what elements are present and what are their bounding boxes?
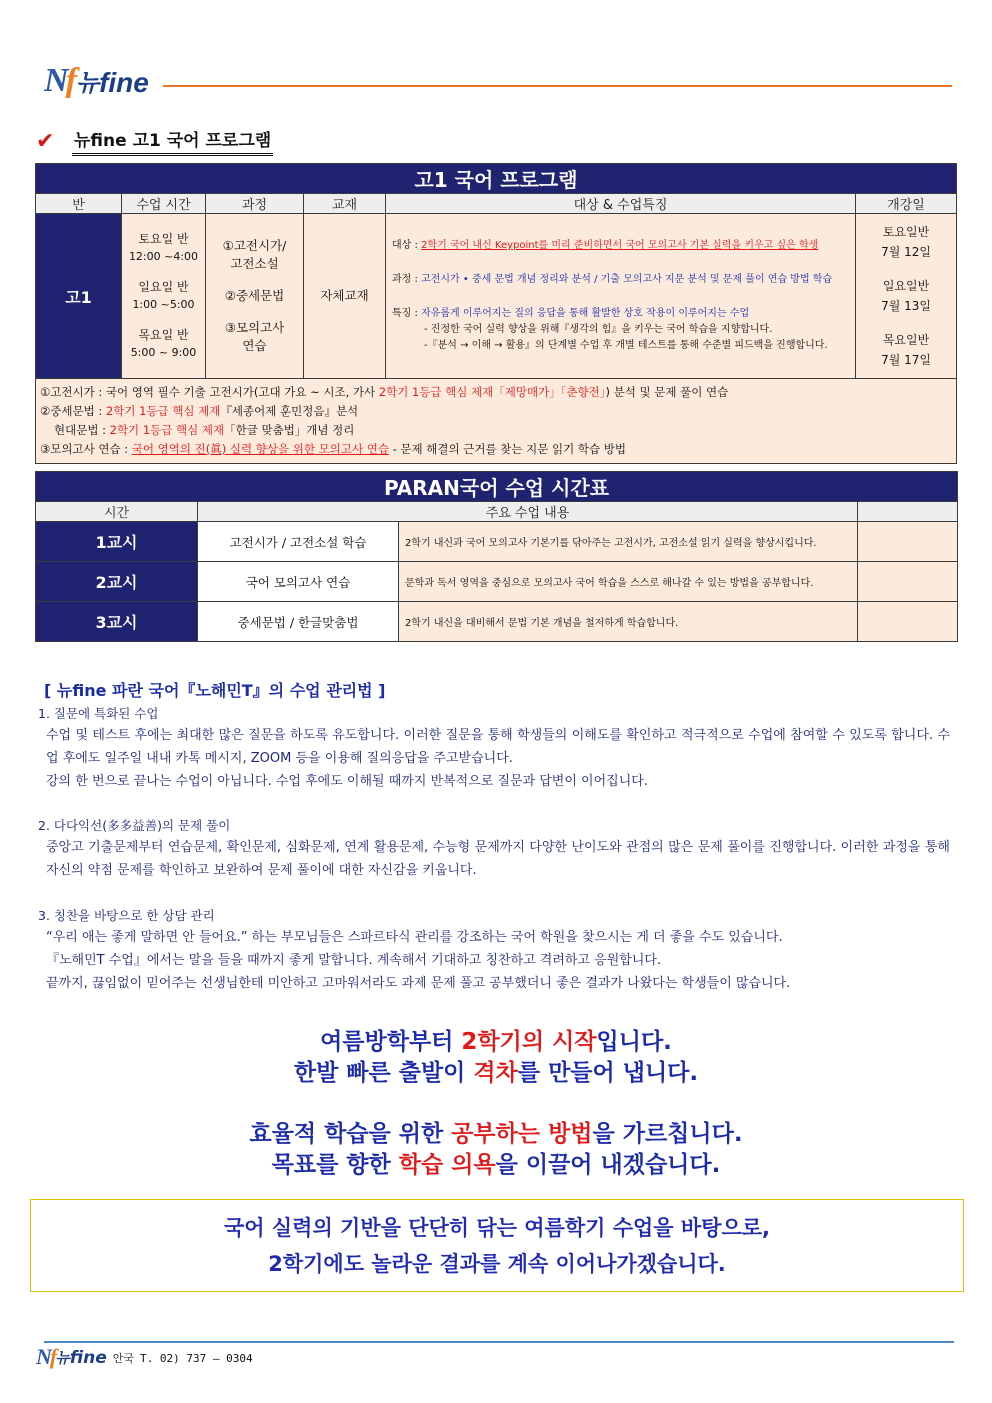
header-rule xyxy=(163,85,952,87)
logo-name-en: fine xyxy=(99,67,149,98)
period: 3교시 xyxy=(36,602,198,642)
program-header: 과정 xyxy=(206,194,304,214)
note-text: ②중세문법 : xyxy=(40,404,106,418)
note-text: 현대문법 : xyxy=(54,423,110,437)
management-item-3 xyxy=(38,906,950,995)
description: 2학기 내신과 국어 모의고사 기본기를 닦아주는 고전시가, 고전소설 읽기 실력을 향상시킵니다. xyxy=(399,522,858,562)
start-day: 목요일반 xyxy=(882,333,930,347)
item-heading: 3. 칭찬을 바탕으로 한 상담 관리 xyxy=(38,908,215,923)
note-line xyxy=(40,440,952,459)
slogan-highlight: 학습 의욕 xyxy=(398,1152,496,1178)
feature-sub: -『분석 → 이해 → 활용』의 단계별 수업 후 개별 테스트를 통해 수준별 피드백을 진행합니다. xyxy=(424,340,828,351)
management-item-1 xyxy=(38,704,950,793)
feature-label: 특징 : xyxy=(392,308,422,319)
closing-line: 2학기에도 놀라운 결과를 계속 이어나가겠습니다. xyxy=(268,1252,726,1276)
note-text: ③모의고사 연습 : xyxy=(40,442,132,456)
program-banner: 고1 국어 프로그램 xyxy=(36,164,957,194)
feature-sub: - 진정한 국어 실력 향상을 위해『생각의 힘』을 키우는 국어 학습을 지향합니다. xyxy=(424,324,773,335)
table-row xyxy=(36,522,958,562)
management-item-2 xyxy=(38,816,950,882)
checkmark-icon: ✔ xyxy=(36,128,55,154)
slogan-highlight: 격차 xyxy=(473,1060,518,1086)
schedule-banner: PARAN국어 수업 시간표 xyxy=(36,472,958,502)
logo-name-kr: 뉴 xyxy=(75,69,100,97)
note-highlight: 2학기 1등급 핵심 제재 xyxy=(109,423,225,437)
program-header: 개강일 xyxy=(856,194,957,214)
footer-logo-mark: Nf xyxy=(36,1344,56,1369)
item-paragraph: 강의 한 번으로 끝나는 수업이 아닙니다. 수업 후에도 이해될 때까지 반복적으로 질문과 답변이 이어집니다. xyxy=(46,774,648,789)
note-highlight: 2학기 1등급 핵심 제재 xyxy=(105,404,221,418)
description: 2학기 내신을 대비해서 문법 기본 개념을 철저하게 학습합니다. xyxy=(399,602,858,642)
item-paragraph: 『노해민T 수업』에서는 말을 들을 때까지 좋게 말합니다. 계속해서 기대하고 칭찬하고 격려하고 응원합니다. xyxy=(46,953,662,968)
closing-box xyxy=(30,1199,964,1292)
schedule-header: 주요 수업 내용 xyxy=(198,502,858,522)
schedule-header xyxy=(858,502,958,522)
time-day: 목요일 반 xyxy=(138,328,189,342)
period: 1교시 xyxy=(36,522,198,562)
item-paragraph: “우리 애는 좋게 말하면 안 들어요.” 하는 부모님들은 스파르타식 관리를 강조하는 국어 학원을 찾으시는 게 더 좋을 수도 있습니다. xyxy=(46,930,783,945)
time-range: 12:00 ~4:00 xyxy=(128,250,199,263)
start-date: 7월 12일 xyxy=(881,245,931,259)
note-highlight: 국어 영역의 진(眞) 실력 향상을 위한 모의고사 연습 xyxy=(131,442,389,456)
slogan-text: 를 만들어 냅니다. xyxy=(517,1060,699,1086)
time-day: 일요일 반 xyxy=(138,280,189,294)
note-text: 「한글 맞춤법」개념 정리 xyxy=(224,423,355,437)
note-text: - 문제 해결의 근거를 찾는 지문 읽기 학습 방법 xyxy=(388,442,626,456)
note-text: ①고전시가 : 국어 영역 필수 기출 고전시가(고대 가요 ~ 시조, 가사 xyxy=(40,385,379,399)
course-item: ③모의고사 연습 xyxy=(224,320,285,353)
class-times xyxy=(122,214,206,379)
footer-logo-en: fine xyxy=(69,1348,107,1368)
slogan-text: 을 가르칩니다. xyxy=(592,1121,743,1147)
logo-mark: Nf xyxy=(44,62,74,99)
program-header: 반 xyxy=(36,194,122,214)
period: 2교시 xyxy=(36,562,198,602)
item-paragraph: 수업 및 테스트 후에는 최대한 많은 질문을 하도록 유도합니다. 이러한 질문을 통해 학생들의 이해도를 확인하고 적극적으로 수업에 참여할 수 있도록 합니다. 수업 후에도 일주일 내내 카톡 메시지, ZOOM 등을 이용해 질의응답을 주고받습니다. xyxy=(46,728,950,766)
item-heading: 2. 다다익선(多多益善)의 문제 풀이 xyxy=(38,818,231,833)
start-day: 일요일반 xyxy=(882,279,930,293)
subject: 고전시가 / 고전소설 학습 xyxy=(198,522,399,562)
course-text: 고전시가 • 중세 문법 개념 정리와 분석 / 기출 모의고사 지문 분석 및 문제 풀이 연습 방법 학습 xyxy=(421,274,833,285)
program-notes xyxy=(36,379,957,464)
item-heading: 1. 질문에 특화된 수업 xyxy=(38,706,159,721)
item-paragraph: 끝까지, 끊임없이 믿어주는 선생님한테 미안하고 고마워서라도 과제 문제 풀고 공부했더니 좋은 결과가 나왔다는 학생들이 많습니다. xyxy=(46,976,791,991)
note-line xyxy=(40,421,952,440)
slogan-text: 효율적 학습을 위한 xyxy=(249,1121,452,1147)
empty-cell xyxy=(858,522,958,562)
note-line xyxy=(40,383,952,402)
program-header: 대상 & 수업특징 xyxy=(386,194,856,214)
note-highlight: 2학기 1등급 핵심 제재「제망매가」「춘향전」 xyxy=(378,385,606,399)
note-text: ) 분석 및 문제 풀이 연습 xyxy=(605,385,729,399)
item-paragraph: 중앙고 기출문제부터 연습문제, 확인문제, 심화문제, 연계 활용문제, 수능형 문제까지 다양한 난이도와 관점의 많은 문제 풀이를 진행합니다. 이러한 과정을 통해 자신의 약점 문제를 학인하고 보완하여 문제 풀이에 대한 자신감을 키웁니다. xyxy=(46,840,950,878)
note-text: 『세종어제 훈민정음』분석 xyxy=(220,404,359,418)
empty-cell xyxy=(858,602,958,642)
slogan-line xyxy=(0,1057,992,1089)
slogan-text: 입니다. xyxy=(596,1029,672,1055)
program-header: 수업 시간 xyxy=(122,194,206,214)
slogan-text: 목표를 향한 xyxy=(271,1152,399,1178)
program-features xyxy=(386,214,856,379)
description: 문학과 독서 영역을 중심으로 모의고사 국어 학습을 스스로 해나갈 수 있는 방법을 공부합니다. xyxy=(399,562,858,602)
subject: 국어 모의고사 연습 xyxy=(198,562,399,602)
slogan-text: 을 이끌어 내겠습니다. xyxy=(495,1152,721,1178)
course-item: ①고전시가/고전소설 xyxy=(222,238,287,271)
program-table xyxy=(35,163,957,464)
time-day: 토요일 반 xyxy=(138,232,189,246)
target-label: 대상 : xyxy=(392,240,422,251)
slogan-line xyxy=(0,1118,992,1150)
section-title-text: 뉴fine 고1 국어 프로그램 xyxy=(72,126,273,156)
footer xyxy=(36,1346,253,1368)
note-line xyxy=(40,402,952,421)
program-header: 교재 xyxy=(304,194,386,214)
table-row xyxy=(36,602,958,642)
start-dates xyxy=(856,214,957,379)
footer-logo-kr: 뉴 xyxy=(55,1349,70,1367)
target-text: 2학기 국어 내신 Keypoint를 미리 준비하면서 국어 모의고사 기본 실력을 키우고 싶은 학생 xyxy=(421,240,819,251)
slogan-line xyxy=(0,1026,992,1058)
brand-logo xyxy=(44,58,149,98)
subject: 중세문법 / 한글맞춤법 xyxy=(198,602,399,642)
class-name: 고1 xyxy=(36,214,122,379)
footer-rule xyxy=(44,1341,954,1343)
closing-line: 국어 실력의 기반을 단단히 닦는 여름학기 수업을 바탕으로, xyxy=(223,1216,771,1240)
start-date: 7월 13일 xyxy=(881,299,931,313)
management-title: [ 뉴fine 파란 국어『노해민T』의 수업 관리법 ] xyxy=(44,681,386,700)
textbook: 자체교재 xyxy=(304,214,386,379)
time-range: 1:00 ~5:00 xyxy=(132,298,195,311)
footer-branch: 안국 xyxy=(112,1352,134,1365)
course-label: 과정 : xyxy=(392,274,422,285)
time-range: 5:00 ~ 9:00 xyxy=(130,346,197,359)
schedule-table xyxy=(35,471,958,642)
footer-phone: T. 02) 737 – 0304 xyxy=(140,1352,253,1365)
start-date: 7월 17일 xyxy=(881,353,931,367)
table-row xyxy=(36,562,958,602)
course-list xyxy=(206,214,304,379)
slogan-highlight: 2학기의 시작 xyxy=(461,1029,597,1055)
start-day: 토요일반 xyxy=(882,225,930,239)
section-title xyxy=(36,126,273,156)
slogan-text: 여름방학부터 xyxy=(320,1029,462,1055)
empty-cell xyxy=(858,562,958,602)
schedule-header: 시간 xyxy=(36,502,198,522)
feature-text: 자유롭게 이루어지는 질의 응답을 통해 활발한 상호 작용이 이루어지는 수업 xyxy=(421,308,750,319)
course-item: ②중세문법 xyxy=(224,288,285,303)
slogan-highlight: 공부하는 방법 xyxy=(451,1121,593,1147)
slogan-line xyxy=(0,1149,992,1181)
slogan-text: 한발 빠른 출발이 xyxy=(293,1060,474,1086)
